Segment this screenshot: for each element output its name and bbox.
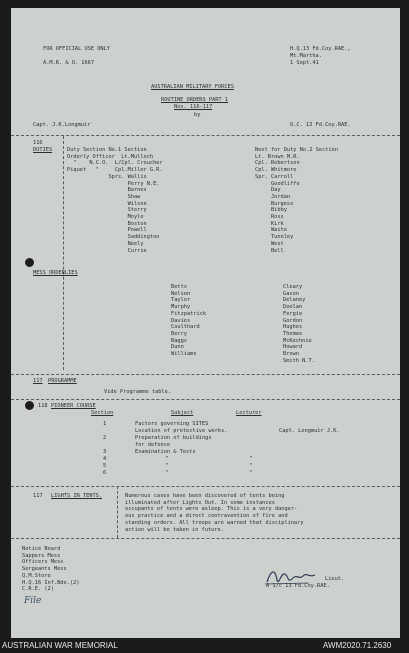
- distribution-item: Q.M.Store: [22, 572, 51, 579]
- list-item: Williams: [171, 351, 197, 358]
- divider: [11, 538, 400, 539]
- paragraph-line: Numerous cases have been discovered of tents being: [125, 493, 285, 499]
- divider: [11, 374, 400, 375]
- course-row-subject: Location of protective works.: [135, 428, 228, 434]
- duty-line: Neely: [67, 240, 144, 247]
- duty-line: Spr. Carroll: [255, 173, 294, 180]
- list-item: Hughes: [283, 324, 303, 331]
- section-heading-pioneer-course: PIONEER COURSE: [51, 403, 96, 409]
- form-number: A.M.R. & O. 1667: [43, 60, 95, 66]
- distribution-list: [22, 546, 79, 593]
- duty-line: Moyle: [67, 214, 144, 221]
- distribution-item: Officers Mess: [22, 559, 64, 566]
- course-row-lecturer: Capt. Longmuir J.K.: [279, 428, 340, 434]
- course-row-lecturer: ": [243, 470, 253, 476]
- duty-line: Duty Section No.1 Section: [67, 147, 147, 153]
- section-number-118: 118: [38, 403, 48, 409]
- section-heading-duties: DUTIES: [33, 147, 53, 153]
- duty-line: " N.C.O. L/Cpl. Croucher: [67, 160, 163, 167]
- list-item: Cleary: [283, 284, 303, 290]
- duty-line: Waite: [255, 227, 287, 234]
- list-item: Taylor: [171, 297, 191, 304]
- column-header-section: Section: [91, 410, 114, 416]
- duty-line: West: [255, 240, 284, 247]
- duty-line: Cpl. Whitmore: [255, 167, 297, 174]
- list-item: Fergie: [283, 310, 303, 317]
- classification-label: FOR OFFICIAL USE ONLY: [43, 46, 110, 52]
- list-item: Gason: [283, 290, 299, 297]
- duty-line: Perry N.E.: [67, 180, 160, 187]
- list-item: Doolan: [283, 304, 303, 311]
- distribution-item: Notice Board: [22, 546, 61, 552]
- margin-divider: [117, 486, 118, 538]
- list-item: Berry: [171, 330, 187, 337]
- list-item: Delaney: [283, 297, 306, 304]
- duty-line: Bell: [255, 247, 284, 254]
- mess-orderlies-left: [171, 284, 206, 358]
- list-item: Fitzpatrick: [171, 310, 207, 317]
- paragraph-line: ous practice and a direct contravention of fire and: [125, 513, 288, 520]
- course-row-number: 5: [103, 463, 107, 469]
- duty-line: Sprs. Wallis: [67, 173, 147, 180]
- duty-line: Jordan: [255, 193, 291, 200]
- unit-address-line2: Mt.Martha.: [290, 53, 322, 59]
- course-row-number: 4: [103, 456, 107, 462]
- duty-line: Powell: [67, 227, 147, 234]
- duty-line: Ross: [255, 214, 284, 221]
- distribution-item: H.Q.16 Inf.Bde.(2): [22, 579, 80, 586]
- duty-line: Cpl. Robertson: [255, 160, 300, 167]
- duty-line: Bibby: [255, 207, 287, 214]
- section-heading-programme: PROGRAMME: [48, 378, 77, 384]
- list-item: Thomas: [283, 330, 303, 337]
- duty-line: Barnes: [67, 187, 147, 194]
- duty-line: Tunnley: [255, 234, 294, 241]
- duty-line: Kirk: [255, 220, 284, 227]
- list-item: Nelson: [171, 290, 191, 297]
- list-item: Murphy: [171, 304, 191, 311]
- duty-line: Burgess: [255, 200, 294, 207]
- signatory-unit: A 1/c 13 Fd.Coy.RAE.: [266, 583, 330, 589]
- archive-reference: AWM2020.71.2630: [323, 641, 392, 650]
- course-row-number: 6: [103, 470, 107, 476]
- list-item: Brown: [283, 351, 299, 358]
- lights-in-tents-paragraph: [125, 493, 304, 533]
- divider: [11, 486, 400, 487]
- duty-line: Currie: [67, 247, 147, 254]
- orders-numbers: Nos. 116-117: [174, 104, 213, 110]
- archive-credit: AUSTRALIAN WAR MEMORIAL: [2, 641, 118, 650]
- course-row-subject: Factors governing SITES: [135, 421, 209, 427]
- organisation-title: AUSTRALIAN MILITARY FORCES: [151, 84, 234, 90]
- course-row-subject: Examination & Tests: [135, 449, 196, 455]
- distribution-item: C.R.E. (2): [22, 586, 54, 593]
- duty-line: Next for Duty No.2 Section: [255, 147, 338, 153]
- list-item: Dunn: [171, 344, 184, 351]
- paragraph-line: occupants of tents were asleep. This is a very danger-: [125, 506, 298, 513]
- duty-line: Goodliffe: [255, 180, 300, 187]
- paragraph-line: standing orders. All troops are warned that disciplinary: [125, 519, 304, 526]
- divider: [11, 399, 400, 400]
- course-row-number: 3: [103, 449, 107, 455]
- signatory-rank: Lieut.: [325, 576, 345, 582]
- margin-divider: [63, 136, 64, 370]
- column-header-subject: Subject: [171, 410, 194, 416]
- distribution-item: Sappers Mess: [22, 552, 61, 559]
- file-handwritten-note: File: [24, 596, 42, 606]
- list-item: Gordon: [283, 317, 303, 324]
- duty-line: Orderly Officer Lt.Mulloch: [67, 153, 154, 160]
- section-number-lights: 117: [33, 493, 43, 499]
- duty-line: Piquet " Cpl.Miller G.R.: [67, 167, 163, 174]
- divider: [11, 135, 400, 136]
- unit-address-line1: H.Q.13 Fd.Coy.RAE.,: [290, 46, 351, 52]
- document-date: 1 Sept.41: [290, 60, 319, 66]
- course-row-lecturer: ": [243, 456, 253, 462]
- duty-line: Wilson: [67, 200, 147, 207]
- duty-line: Sterry: [67, 207, 147, 214]
- punch-hole: [25, 401, 34, 410]
- course-row-lecturer: ": [243, 463, 253, 469]
- duty-line: Saddington: [67, 234, 160, 241]
- issuing-command: O.C. 13 Fd.Coy.RAE.: [290, 122, 351, 128]
- course-row-subject: for defence: [135, 442, 171, 448]
- course-row-subject: ": [159, 470, 169, 476]
- list-item: Howard: [283, 344, 303, 351]
- duty-line: Shaw: [67, 193, 141, 200]
- punch-hole: [25, 258, 34, 267]
- course-row-number: 1: [103, 421, 107, 427]
- mess-orderlies-right: [283, 284, 315, 364]
- course-row-subject: ": [159, 456, 169, 462]
- section-number-117: 117: [33, 378, 43, 384]
- list-item: McKechnie: [283, 337, 312, 344]
- course-row-number: 2: [103, 435, 107, 441]
- duty-roster-next: [255, 147, 338, 254]
- list-item: Coulthard: [171, 324, 200, 331]
- programme-text: Vide Programme table.: [104, 389, 171, 395]
- distribution-item: Sergeants Mess: [22, 566, 67, 573]
- paragraph-line: illuminated after Lights Out. In some instances: [125, 499, 275, 506]
- duty-line: Lt. Brown M.R.: [255, 153, 300, 160]
- mess-orderlies-heading: MESS ORDERLIES: [33, 270, 78, 276]
- document-page: [11, 8, 400, 638]
- duty-roster-current: [67, 147, 163, 254]
- issuing-officer: Capt. J.K.Longmuir: [33, 122, 91, 128]
- list-item: Betts: [171, 284, 187, 290]
- section-heading-lights-in-tents: LIGHTS IN TENTS.: [51, 493, 103, 499]
- course-row-subject: ": [159, 463, 169, 469]
- duty-line: Day: [255, 187, 281, 194]
- paragraph-line: action will be taken in future.: [125, 526, 224, 533]
- section-number-116: 116: [33, 140, 43, 146]
- duty-line: Boston: [67, 220, 147, 227]
- by-label: by: [194, 112, 201, 118]
- list-item: Baggs: [171, 337, 187, 344]
- orders-title: ROUTINE ORDERS PART 1: [161, 97, 228, 103]
- column-header-lecturer: Lecturer: [236, 410, 262, 416]
- course-row-subject: Preparation of buildings: [135, 435, 212, 441]
- list-item: Davies: [171, 317, 191, 324]
- list-item: Smith N.T.: [283, 357, 315, 364]
